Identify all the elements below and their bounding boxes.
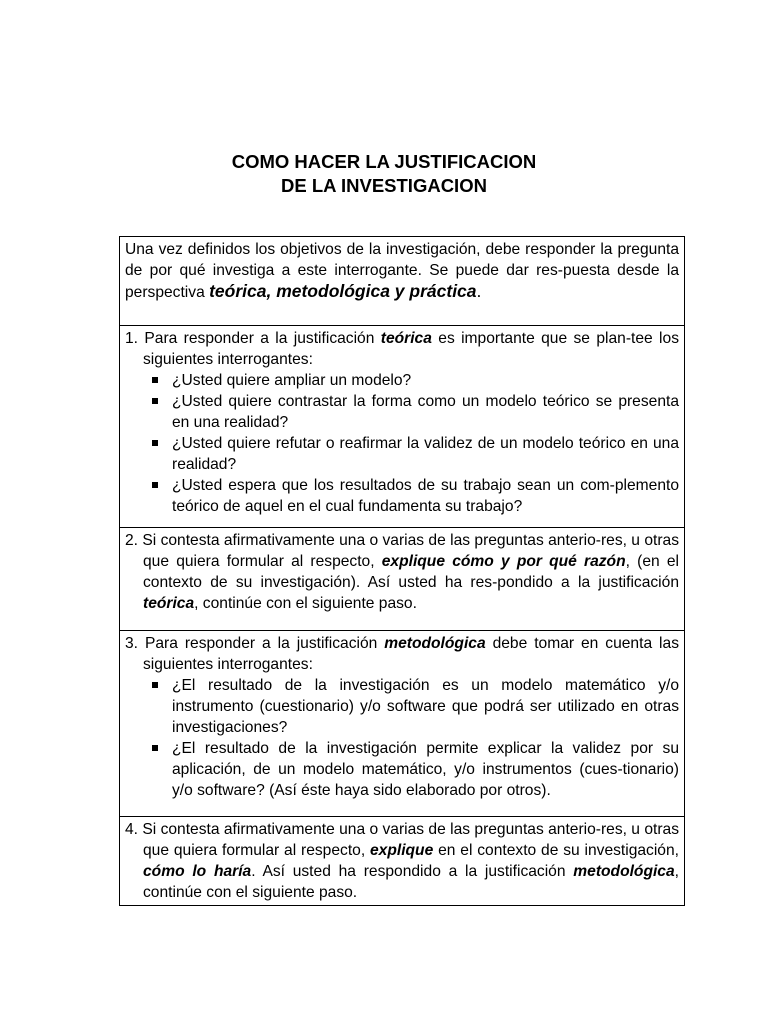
- intro-text: Una vez definidos los objetivos de la investigación, debe responder la pregunta de por qué investiga a este interrogante. Se puede dar res-puesta desde la perspectiva: [125, 241, 679, 301]
- item-2-text-a: Si contesta afirmativamente una o varias de las preguntas anterio-res, u otras que quiera formular al respecto,: [138, 532, 679, 570]
- item-2-text-b: , (en el contexto de su investigación). Así usted ha res-pondido a la justificación: [143, 553, 679, 591]
- item-3-number: 3.: [125, 635, 139, 652]
- item-1-text-a: Para responder a la justificación: [138, 330, 381, 347]
- item-3-cell: [120, 631, 685, 817]
- item-2-cell: [120, 528, 685, 631]
- list-item: ¿Usted espera que los resultados de su trabajo sean un com-plemento teórico de aquel en el cual fundamenta su trabajo?: [172, 477, 679, 515]
- content-table: [119, 236, 685, 906]
- title-line-2: DE LA INVESTIGACION: [281, 175, 487, 196]
- item-3-text-a: Para responder a la justificación: [138, 635, 385, 652]
- item-4-number: 4.: [125, 821, 139, 838]
- item-1-emphasis: teórica: [380, 330, 432, 347]
- item-4-emphasis-1: explique: [370, 842, 434, 859]
- item-4-text-b: en el contexto de su investigación,: [433, 842, 679, 859]
- item-1-cell: [120, 326, 685, 528]
- item-1-paragraph: [125, 328, 679, 370]
- list-item: ¿Usted quiere refutar o reafirmar la validez de un modelo teórico en una realidad?: [172, 435, 679, 473]
- list-item: ¿Usted quiere contrastar la forma como un modelo teórico se presenta en una realidad?: [172, 393, 679, 431]
- item-3-text-b: debe tomar en cuenta las siguientes interrogantes:: [143, 635, 679, 673]
- item-4-emphasis-3: metodológica: [573, 863, 675, 880]
- item-2-emphasis-1: explique cómo y por qué razón: [381, 553, 626, 570]
- intro-emphasis: teórica, metodológica y práctica: [209, 281, 477, 301]
- item-4-text-d: , continúe con el siguiente paso.: [143, 863, 679, 901]
- intro-cell: [120, 237, 685, 326]
- item-4-text-c: . Así usted ha respondido a la justificación: [251, 863, 574, 880]
- item-4-cell: [120, 817, 685, 906]
- item-4-paragraph: [125, 819, 679, 903]
- item-2-text-c: , continúe con el siguiente paso.: [194, 595, 417, 612]
- title-line-1: COMO HACER LA JUSTIFICACION: [231, 151, 537, 172]
- list-item: ¿El resultado de la investigación permite explicar la validez por su aplicación, de un modelo matemático, y/o instrumentos (cues-tionario) y/o software? (Así éste haya sido elaborado por otros).: [172, 740, 679, 799]
- list-item: ¿El resultado de la investigación es un modelo matemático y/o instrumento (cuestionario) y/o software que podrá ser utilizado en otras investigaciones?: [172, 677, 679, 736]
- item-2-number: 2.: [125, 532, 139, 549]
- item-4-text-a: Si contesta afirmativamente una o varias de las preguntas anterio-res, u otras que quiera formular al respecto,: [138, 821, 679, 859]
- item-2-emphasis-2: teórica: [143, 595, 195, 612]
- document-title: [0, 150, 768, 198]
- item-3-bullet-list: [125, 675, 679, 801]
- item-3-paragraph: [125, 633, 679, 675]
- intro-end: .: [476, 281, 482, 301]
- item-1-number: 1.: [125, 330, 139, 347]
- item-3-emphasis: metodológica: [384, 635, 486, 652]
- item-2-paragraph: [125, 530, 679, 614]
- item-4-emphasis-2: cómo lo haría: [143, 863, 252, 880]
- item-1-text-b: es importante que se plan-tee los siguientes interrogantes:: [143, 330, 679, 368]
- item-1-bullet-list: [125, 370, 679, 517]
- list-item: ¿Usted quiere ampliar un modelo?: [172, 370, 679, 391]
